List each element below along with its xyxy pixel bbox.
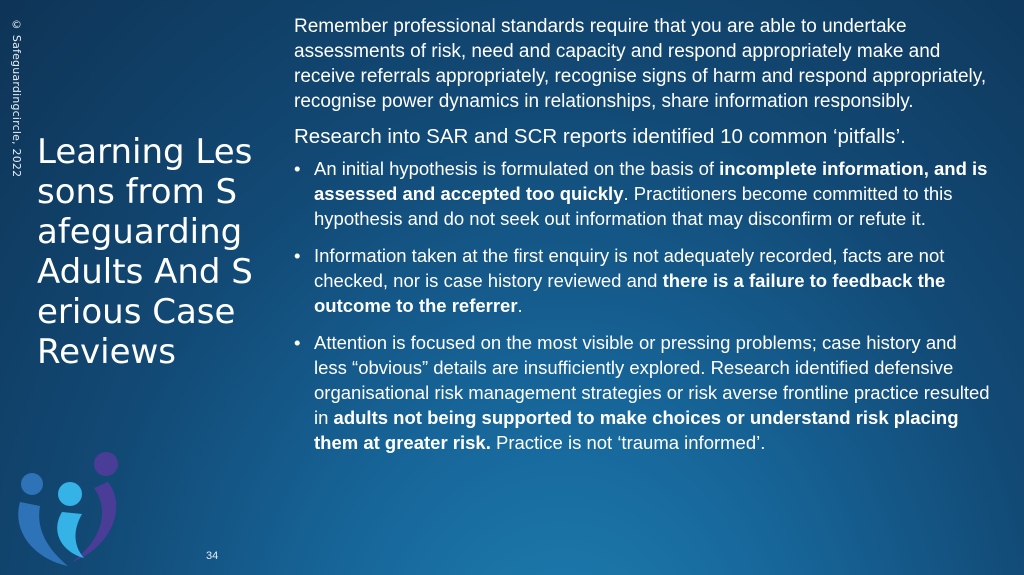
list-item xyxy=(294,156,994,231)
pitfalls-list xyxy=(294,156,994,455)
slide-body xyxy=(294,14,994,467)
bullet-text: . Practitioners become committed to this hypothesis and do not seek out information that may disconfirm or refute it. xyxy=(314,183,953,229)
bullet-text: Information taken at the first enquiry is not adequately recorded, facts are not checked, nor is case history reviewed and xyxy=(314,245,945,291)
bullet-icon: • xyxy=(294,245,301,266)
safeguarding-circle-logo-icon xyxy=(10,448,130,570)
slide-title: Learning Lessons from Safeguarding Adults And Serious Case Reviews xyxy=(37,132,253,372)
bullet-icon: • xyxy=(294,332,301,353)
bullet-emphasis: there is a failure to feedback the outcome to the referrer xyxy=(314,270,946,316)
copyright-notice: © Safeguardingcircle, 2022 xyxy=(10,18,23,178)
bullet-text: . xyxy=(517,295,523,316)
bullet-text: Practice is not ‘trauma informed’. xyxy=(490,432,766,453)
intro-paragraph: Remember professional standards require that you are able to undertake assessments of risk, need and capacity and respond appropriately make and receive referrals appropriately, recognise signs of harm and respond appropriately, recognise power dynamics in relationships, share information responsibly. xyxy=(294,16,987,112)
page-number: 34 xyxy=(206,550,219,562)
research-paragraph: Research into SAR and SCR reports identified 10 common ‘pitfalls’. xyxy=(294,125,906,148)
bullet-text: Attention is focused on the most visible or pressing problems; case history and less “obvious” details are insufficiently explored. Research identified defensive organisational risk management strategies or risk averse frontline practice resulted in xyxy=(314,332,990,428)
bullet-icon: • xyxy=(294,158,301,179)
bullet-emphasis: incomplete information, and is assessed and accepted too quickly xyxy=(314,158,988,204)
bullet-text: An initial hypothesis is formulated on the basis of xyxy=(314,158,720,179)
bullet-emphasis: adults not being supported to make choices or understand risk placing them at greater risk. xyxy=(314,407,959,453)
list-item xyxy=(294,330,994,455)
list-item xyxy=(294,243,994,318)
